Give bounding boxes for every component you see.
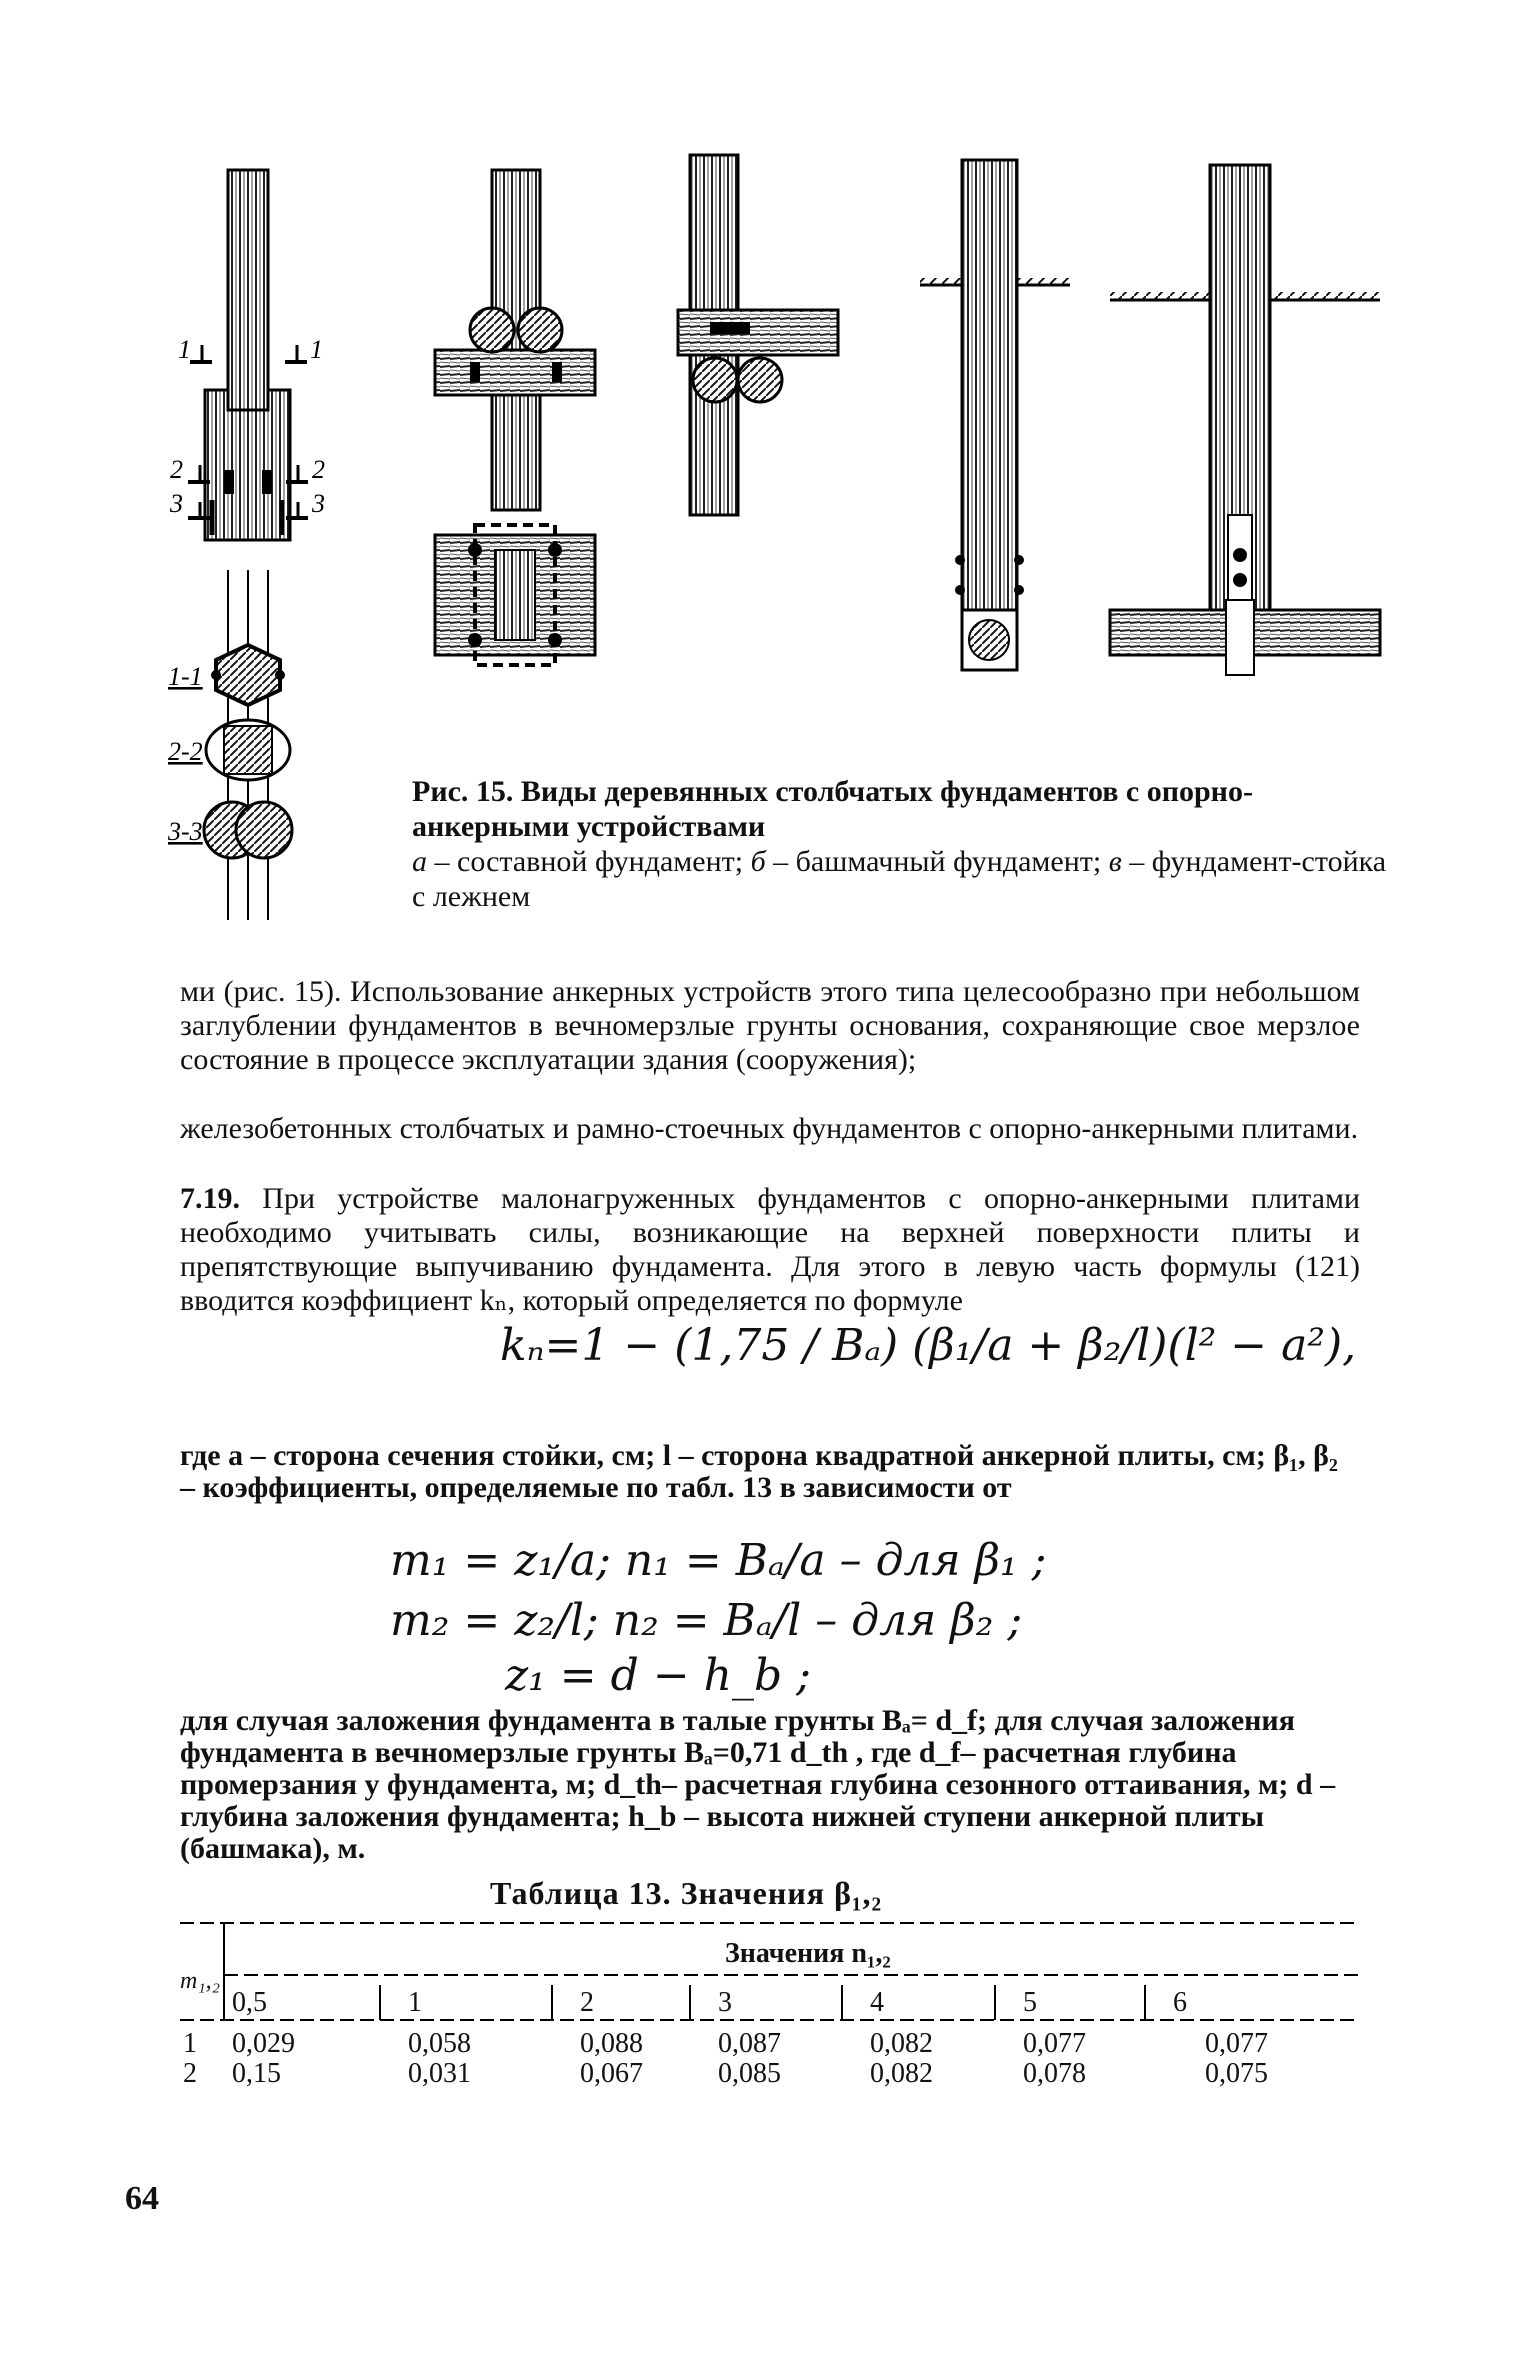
formula-m2: m₂ = z₂/l; n₂ = Bₐ/l – для β₂ ; xyxy=(390,1595,1023,1646)
formula-kn: kₙ=1 − (1,75 / Bₐ) (β₁/a + β₂/l)(l² − a²), xyxy=(500,1320,1357,1371)
figure-caption xyxy=(412,774,1402,914)
caption-letter-a: а xyxy=(412,845,427,878)
post-foundation xyxy=(920,160,1380,675)
column-header: 1 xyxy=(408,1987,422,2018)
table-cell: 0,075 xyxy=(1205,2058,1268,2089)
clause-text: При устройстве малонагруженных фундаментов с опорно-анкерными плитами необходимо учитывать силы, возникающие на верхней поверхности плиты и препятствующие выпучиванию фундамента. Для этого в левую часть формулы (121) вводится коэффициент kₙ, который определяется по формуле xyxy=(180,1182,1360,1317)
column-header: 0,5 xyxy=(232,1987,267,2018)
section-3-3-drawing xyxy=(204,802,292,858)
formula-m1: m₁ = z₁/a; n₁ = Bₐ/a – для β₁ ; xyxy=(390,1535,1047,1586)
table-cell: 0,077 xyxy=(1205,2028,1268,2059)
column-header: 4 xyxy=(870,1987,884,2018)
table-cell: 0,029 xyxy=(232,2028,295,2059)
table-cell: 0,087 xyxy=(718,2028,781,2059)
caption-text-b: – башмачный фундамент; xyxy=(765,845,1109,878)
section-label-2-right: 2 xyxy=(312,455,325,484)
section-2-2-drawing xyxy=(206,720,290,780)
section-label-2-2: 2-2 xyxy=(168,737,203,766)
caption-text-a: – составной фундамент; xyxy=(427,845,751,878)
clause-number: 7.19. xyxy=(180,1182,240,1215)
conditions-text: для случая заложения фундамента в талые грунты Bₐ= d_f; для случая заложения фундамента в вечномерзлые грунты Bₐ=0,71 d_th , где d_f– расчетная глубина промерзания у фундамента, м; d_th– расчетная глубина сезонного оттаивания, м; d – глубина заложения фундамента; h_b – высота нижней ступени анкерной плиты (башмака), м. xyxy=(180,1704,1336,1865)
table-cell: 0,082 xyxy=(870,2058,933,2089)
formula-explanation: где a – сторона сечения стойки, см; l – сторона квадратной анкерной плиты, см; β₁, β₂ – коэффициенты, определяемые по табл. 13 в зависимости от xyxy=(180,1439,1338,1504)
row-m-label: 2 xyxy=(183,2058,197,2089)
shoe-foundation xyxy=(435,155,838,665)
table-cell: 0,067 xyxy=(580,2058,643,2089)
table-cell: 0,085 xyxy=(718,2058,781,2089)
section-label-1-right: 1 xyxy=(310,335,323,364)
page-number: 64 xyxy=(125,2180,159,2217)
section-label-1-left: 1 xyxy=(178,335,191,364)
table-cell: 0,15 xyxy=(232,2058,281,2089)
section-label-3-right: 3 xyxy=(312,489,325,518)
caption-letter-b: б xyxy=(750,845,766,878)
paragraph-1: ми (рис. 15). Использование анкерных устройств этого типа целесообразно при небольшом заглублении фундаментов в вечномерзлые грунты основания, сохраняющие свое мерзлое состояние в процессе эксплуатации здания (сооружения); xyxy=(180,975,1360,1076)
caption-letter-v: в xyxy=(1108,845,1122,878)
section-label-2-left: 2 xyxy=(170,455,183,484)
table-cell: 0,088 xyxy=(580,2028,643,2059)
paragraph-7-19 xyxy=(180,1182,1360,1318)
section-label-1-1: 1-1 xyxy=(168,662,203,691)
row-m-label: 1 xyxy=(183,2028,197,2059)
column-header: 3 xyxy=(718,1987,732,2018)
table-cell: 0,077 xyxy=(1023,2028,1086,2059)
section-label-3-left: 3 xyxy=(170,489,183,518)
group-header: Значения n₁,₂ xyxy=(725,1938,891,1969)
caption-text-v: – фундамент-стойка с лежнем xyxy=(412,845,1387,913)
section-1-1-drawing xyxy=(211,645,285,705)
caption-title: Рис. 15. Виды деревянных столбчатых фундаментов с опорно-анкерными устройствами xyxy=(412,775,1253,843)
column-header: 5 xyxy=(1023,1987,1037,2018)
column-header: 2 xyxy=(580,1987,594,2018)
section-label-3-3: 3-3 xyxy=(168,817,203,846)
paragraph-2: железобетонных столбчатых и рамно-стоечных фундаментов с опорно-анкерными плитами. xyxy=(180,1112,1359,1145)
corner-label: m₁,₂ xyxy=(180,1968,221,1994)
column-header: 6 xyxy=(1173,1987,1187,2018)
table-cell: 0,058 xyxy=(408,2028,471,2059)
table-cell: 0,078 xyxy=(1023,2058,1086,2089)
table-cell: 0,031 xyxy=(408,2058,471,2089)
table-cell: 0,082 xyxy=(870,2028,933,2059)
table-title: Таблица 13. Значения β₁,₂ xyxy=(490,1875,883,1911)
formula-z1: z₁ = d − h_b ; xyxy=(505,1650,811,1701)
composite-foundation xyxy=(188,170,308,920)
caption-legend xyxy=(412,844,1402,914)
